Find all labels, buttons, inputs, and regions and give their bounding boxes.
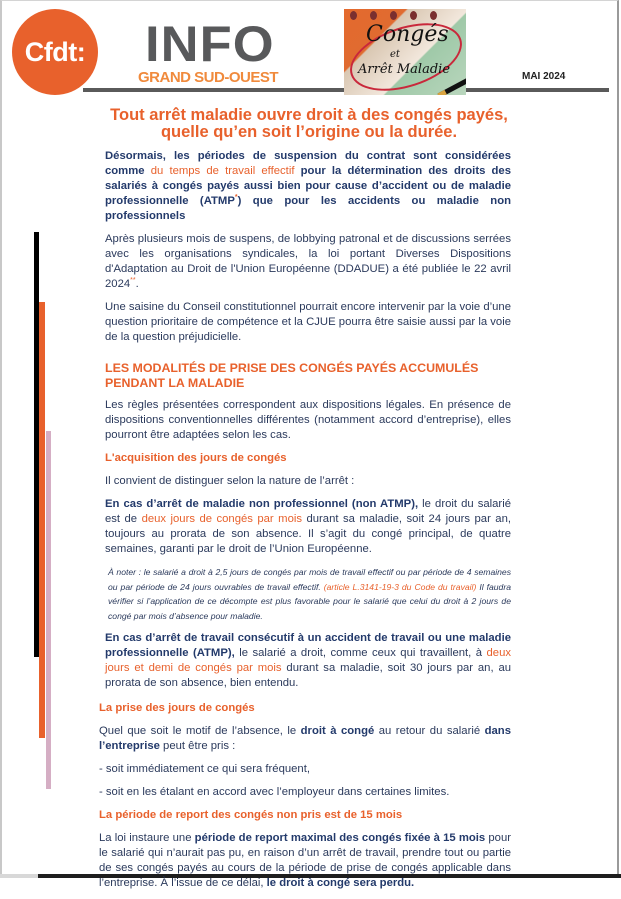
newsletter-title: INFO	[145, 16, 275, 72]
footnote-marker: *	[234, 194, 238, 202]
paragraph	[99, 724, 511, 754]
subheading: L'acquisition des jours de congés	[105, 452, 287, 464]
text: La loi instaure une	[99, 832, 195, 845]
issue-date: MAI 2024	[522, 71, 566, 82]
logo-text: Cfdt:	[24, 36, 86, 67]
paragraph: Il convient de distinguer selon la nature de l’arrêt :	[105, 475, 355, 487]
legal-reference: (article L.3141-19-3 du Code du travail)	[323, 581, 477, 592]
banner-text: et	[390, 49, 400, 60]
notebook-rings-icon	[350, 11, 437, 20]
headline-line: Tout arrêt maladie ouvre droit à des congés payés,	[110, 106, 508, 124]
bold-text: le droit à congé sera perdu.	[266, 877, 415, 890]
list-item: - soit immédiatement ce qui sera fréquent,	[99, 763, 310, 776]
text: Il faudra vérifier si l’application de ce décompte est plus favorable pour le salarié que celui du droit à 2 jours de congé par mois d’absence pour maladie.	[108, 581, 511, 621]
headline-line: quelle qu’en soit l’origine ou la durée.	[160, 123, 458, 141]
text: .	[135, 278, 139, 290]
bold-text: En cas d’arrêt de maladie non professionnel (non ATMP),	[105, 498, 419, 510]
text: le droit du salarié est de	[105, 498, 511, 525]
text: À noter : le salarié a droit à 2,5 jours de congés par mois de travail effectif ou par période de 4 semaines ou par période de 24 jours ouvrables de travail effectif.	[108, 567, 511, 592]
region-subtitle: GRAND SUD-OUEST	[138, 69, 279, 86]
section-title: LES MODALITÉS DE PRISE DES CONGÉS PAYÉS ACCUMULÉS PENDANT LA MALADIE	[105, 361, 479, 390]
bold-text: droit à congé	[300, 725, 375, 738]
highlight: du temps de travail effectif	[150, 165, 295, 177]
paragraph: Une saisine du Conseil constitutionnel pourrait encore intervenir par la voie d’une question prioritaire de compétence et la CJUE pourra être saisie aussi par la voie de la question préjudicielle.	[105, 301, 511, 343]
text: pour la détermination des droits des salariés à congés payés aussi bien pour cause d’accident ou de maladie professionnelle (ATMP	[105, 165, 511, 207]
highlight: deux jours et demi de congés par mois	[105, 647, 511, 675]
subheading: La prise des jours de congés	[99, 702, 255, 715]
bottom-edge	[0, 874, 38, 878]
paragraph	[105, 497, 511, 557]
paragraph: Les règles présentées correspondent aux dispositions légales. En présence de dispositions conventionnelles différentes (notamment accord d’entreprise), elles pourront être adaptées selon les cas.	[105, 399, 511, 441]
text: Quel que soit le motif de l’absence, le	[99, 725, 301, 738]
footnote-marker: **	[130, 277, 136, 285]
text: pour le salarié qui n’aurait pas pu, en raison d’un arrêt de travail, prendre tout ou partie de ses congés payés au cours de la période de prise de congés applicable dans l’entreprise. À l’issue de ce délai,	[99, 832, 512, 890]
bold-text: En cas d’arrêt de travail consécutif à un accident de travail ou une maladie professionnelle (ATMP),	[105, 632, 511, 660]
note-paragraph	[105, 565, 511, 623]
header-rule	[466, 88, 609, 92]
headline	[101, 107, 517, 141]
article-body	[99, 106, 512, 899]
banner-text: Congés	[366, 22, 449, 47]
text: durant sa maladie, soit 24 jours par an, toujours au prorata de son absence. Il s’agit du congé principal, de quatre semaines, garanti par le droit de l’Union Européenne.	[105, 513, 512, 555]
text: Désormais, les périodes de suspension du contrat sont considérées comme	[105, 150, 511, 177]
conges-arret-maladie-illustration	[344, 9, 466, 95]
header-rule	[83, 88, 348, 92]
paragraph	[105, 631, 511, 691]
text: Après plusieurs mois de suspens, de lobbying patronal et de discussions serrées avec les organisations syndicales, la loi portant Diverses Dispositions d'Adaptation au Droit de l'Union Européenne (DDADUE) a été publiée le 22 avril 2024	[105, 233, 511, 290]
lead-paragraph	[105, 149, 511, 224]
text: au retour du salarié	[374, 725, 485, 738]
paragraph	[99, 831, 511, 891]
text: ) que pour les accidents ou maladie non professionnels	[105, 195, 511, 222]
banner-text: Arrêt Maladie	[358, 62, 451, 77]
bold-text: dans l’entreprise	[99, 725, 511, 753]
text: peut être pris :	[159, 740, 236, 753]
bold-text: période de report maximal des congés fixée à 15 mois	[194, 832, 486, 845]
decorative-bar-orange	[39, 302, 45, 738]
cfdt-logo	[12, 9, 98, 95]
text: durant sa maladie, soit 30 jours par an, au prorata de son absence, bien entendu.	[105, 662, 512, 690]
text: le salarié a droit, comme ceux qui travaillent, à	[234, 647, 487, 660]
decorative-bar-pink	[46, 431, 51, 789]
highlight: deux jours de congés par mois	[141, 513, 303, 525]
paragraph	[105, 232, 511, 292]
subheading: La période de report des congés non pris est de 15 mois	[99, 809, 403, 822]
list-item: - soit en les étalant en accord avec l’employeur dans certaines limites.	[99, 786, 450, 799]
